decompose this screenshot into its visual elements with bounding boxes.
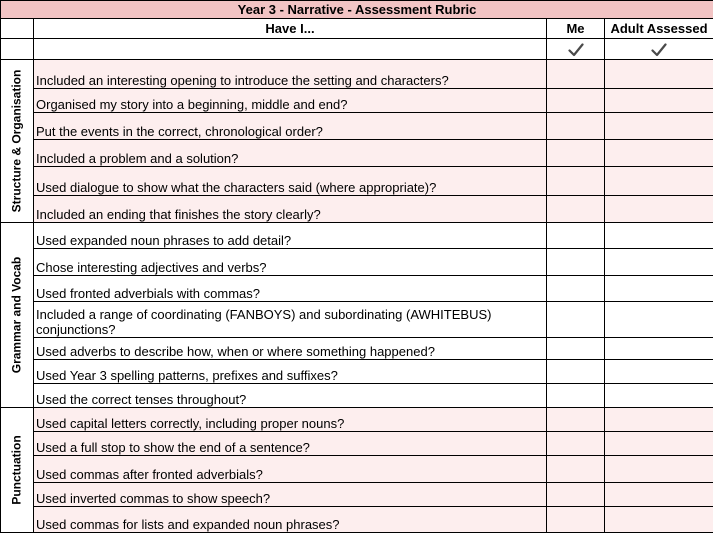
criterion-cell: Put the events in the correct, chronological order?: [34, 113, 547, 140]
me-cell[interactable]: [547, 384, 605, 408]
criterion-cell: Included a range of coordinating (FANBOYS) and subordinating (AWHITEBUS) conjunctions?: [34, 302, 547, 338]
category-grammar: [1, 223, 34, 408]
adult-header: Adult Assessed: [605, 19, 713, 39]
me-cell[interactable]: [547, 507, 605, 533]
me-cell[interactable]: [547, 338, 605, 360]
corner-cell: [1, 19, 34, 39]
adult-cell[interactable]: [605, 384, 713, 408]
criterion-cell: Used capital letters correctly, including proper nouns?: [34, 408, 547, 432]
criterion-cell: Used dialogue to show what the characters said (where appropriate)?: [34, 167, 547, 196]
criterion-cell: Included an ending that finishes the story clearly?: [34, 196, 547, 223]
adult-cell[interactable]: [605, 432, 713, 456]
criterion-cell: Used expanded noun phrases to add detail?: [34, 223, 547, 249]
category-structure: [1, 60, 34, 223]
adult-cell[interactable]: [605, 196, 713, 223]
adult-cell[interactable]: [605, 249, 713, 276]
criterion-cell: Used Year 3 spelling patterns, prefixes and suffixes?: [34, 360, 547, 384]
category-punctuation: [1, 408, 34, 533]
criterion-cell: Used adverbs to describe how, when or where something happened?: [34, 338, 547, 360]
criterion-cell: Included an interesting opening to introduce the setting and characters?: [34, 60, 547, 89]
criteria-header: Have I...: [34, 19, 547, 39]
adult-cell[interactable]: [605, 507, 713, 533]
adult-cell[interactable]: [605, 360, 713, 384]
criterion-cell: Used commas after fronted adverbials?: [34, 456, 547, 483]
category-label: Punctuation: [9, 435, 24, 505]
me-cell[interactable]: [547, 223, 605, 249]
criterion-cell: Used fronted adverbials with commas?: [34, 276, 547, 302]
adult-cell[interactable]: [605, 408, 713, 432]
criterion-cell: Used inverted commas to show speech?: [34, 483, 547, 507]
adult-cell[interactable]: [605, 167, 713, 196]
adult-cell[interactable]: [605, 223, 713, 249]
criterion-cell: Chose interesting adjectives and verbs?: [34, 249, 547, 276]
criterion-cell: Organised my story into a beginning, middle and end?: [34, 89, 547, 113]
adult-cell[interactable]: [605, 113, 713, 140]
rubric-title: Year 3 - Narrative - Assessment Rubric: [1, 1, 713, 19]
me-cell[interactable]: [547, 60, 605, 89]
me-cell[interactable]: [547, 302, 605, 338]
me-cell[interactable]: [547, 483, 605, 507]
adult-cell[interactable]: [605, 302, 713, 338]
me-cell[interactable]: [547, 140, 605, 167]
category-label: Grammar and Vocab: [9, 256, 24, 374]
blank-cell: [34, 39, 547, 60]
adult-cell[interactable]: [605, 89, 713, 113]
blank-cell: [1, 39, 34, 60]
me-cell[interactable]: [547, 276, 605, 302]
me-cell[interactable]: [547, 249, 605, 276]
criterion-cell: Used the correct tenses throughout?: [34, 384, 547, 408]
criterion-cell: Used a full stop to show the end of a sentence?: [34, 432, 547, 456]
adult-cell[interactable]: [605, 338, 713, 360]
adult-cell[interactable]: [605, 140, 713, 167]
me-check-cell: [547, 39, 605, 60]
adult-cell[interactable]: [605, 276, 713, 302]
criterion-cell: Used commas for lists and expanded noun phrases?: [34, 507, 547, 533]
adult-cell[interactable]: [605, 456, 713, 483]
me-cell[interactable]: [547, 113, 605, 140]
adult-cell[interactable]: [605, 60, 713, 89]
me-cell[interactable]: [547, 456, 605, 483]
me-cell[interactable]: [547, 167, 605, 196]
me-header: Me: [547, 19, 605, 39]
me-cell[interactable]: [547, 196, 605, 223]
adult-check-cell: [605, 39, 713, 60]
me-cell[interactable]: [547, 360, 605, 384]
criterion-cell: Included a problem and a solution?: [34, 140, 547, 167]
me-cell[interactable]: [547, 432, 605, 456]
me-cell[interactable]: [547, 408, 605, 432]
check-icon: [651, 43, 667, 57]
category-label: Structure & Organisation: [9, 69, 24, 213]
check-icon: [568, 43, 584, 57]
me-cell[interactable]: [547, 89, 605, 113]
adult-cell[interactable]: [605, 483, 713, 507]
